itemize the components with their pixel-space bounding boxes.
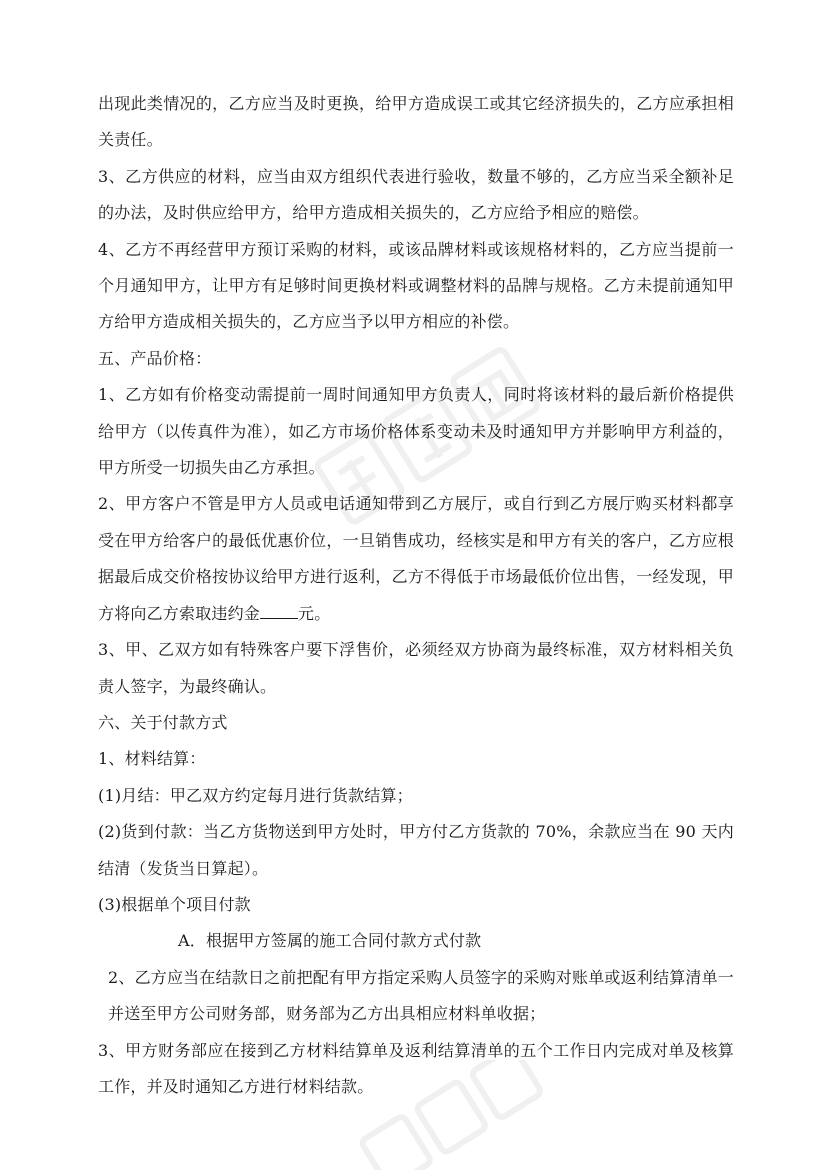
document-body bbox=[98, 86, 734, 1105]
paragraph: 1、乙方如有价格变动需提前一周时间通知甲方负责人，同时将该材料的最后新价格提供给甲方（以传真件为准），如乙方市场价格体系变动未及时通知甲方并影响甲方利益的，甲方所受一切损失由乙方承担。 bbox=[98, 385, 734, 478]
section-heading: 六、关于付款方式 bbox=[98, 712, 228, 732]
list-item: (2)货到付款：当乙方货物送到甲方处时，甲方付乙方货款的 70%，余款应当在 90 天内结清（发货当日算起）。 bbox=[98, 822, 734, 878]
paragraph: 3、甲、乙双方如有特殊客户要下浮售价，必须经双方协商为最终标准，双方材料相关负责人签字，为最终确认。 bbox=[98, 640, 734, 696]
sub-list-item: A．根据甲方签属的施工合同付款方式付款 bbox=[178, 931, 482, 951]
subheading: 1、材料结算： bbox=[98, 749, 206, 769]
paragraph: 3、甲方财务部应在接到乙方材料结算单及返利结算清单的五个工作日内完成对单及核算工作，并及时通知乙方进行材料结款。 bbox=[98, 1040, 734, 1096]
paragraph-text-end: 元。 bbox=[298, 603, 331, 623]
fill-in-blank bbox=[260, 604, 298, 619]
paragraph: 2、乙方应当在结款日之前把配有甲方指定采购人员签字的采购对账单或返利结算清单一并送至甲方公司财务部，财务部为乙方出具相应材料单收据； bbox=[108, 967, 734, 1024]
paragraph: 4、乙方不再经营甲方预订采购的材料，或该品牌材料或该规格材料的，乙方应当提前一个月通知甲方，让甲方有足够时间更换材料或调整材料的品牌与规格。乙方未提前通知甲方给甲方造成相关损失的，乙方应当予以甲方相应的补偿。 bbox=[98, 239, 734, 332]
paragraph-with-blank bbox=[98, 486, 734, 632]
paragraph: 出现此类情况的，乙方应当及时更换，给甲方造成误工或其它经济损失的，乙方应承担相关责任。 bbox=[98, 94, 734, 150]
paragraph: 3、乙方供应的材料，应当由双方组织代表进行验收，数量不够的，乙方应当采全额补足的办法，及时供应给甲方，给甲方造成相关损失的，乙方应给予相应的赔偿。 bbox=[98, 166, 734, 223]
list-item: (3)根据单个项目付款 bbox=[98, 894, 251, 914]
section-heading: 五、产品价格： bbox=[98, 348, 212, 368]
list-item: (1)月结：甲乙双方约定每月进行货款结算； bbox=[98, 785, 413, 805]
paragraph-text: 2、甲方客户不管是甲方人员或电话通知带到乙方展厅，或自行到乙方展厅购买材料都享受在甲方给客户的最低优惠价位，一旦销售成功，经核实是和甲方有关的客户，乙方应根据最后成交价格按协议给甲方进行返利，乙方不得低于市场最低价位出售，一经发现，甲方将向乙方索取违约金 bbox=[98, 494, 734, 623]
